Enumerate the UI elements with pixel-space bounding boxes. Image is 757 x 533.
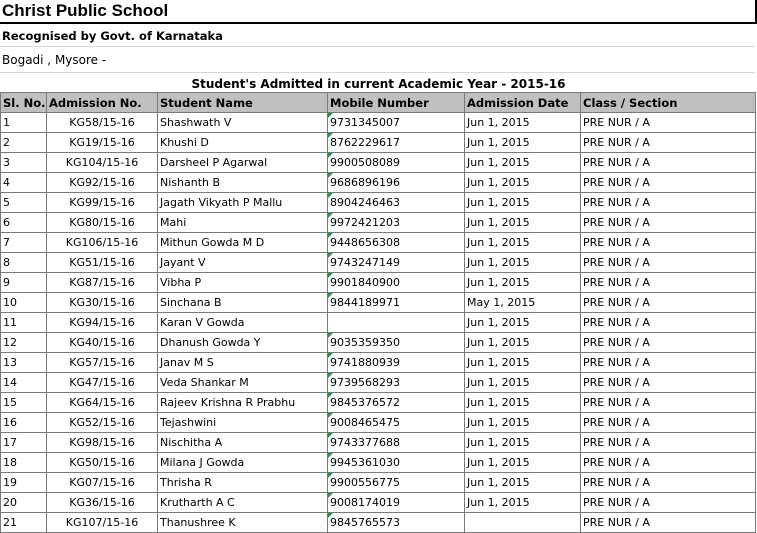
table-row — [1, 393, 756, 413]
column-header-student-name: Student Name — [158, 93, 328, 113]
table-row — [1, 413, 756, 433]
cell-admission-date: Jun 1, 2015 — [465, 353, 581, 373]
cell-class-section: PRE NUR / A — [581, 213, 756, 233]
cell-class-section: PRE NUR / A — [581, 113, 756, 133]
cell-admission-date: Jun 1, 2015 — [465, 173, 581, 193]
recognition-bar — [0, 24, 755, 47]
cell-class-section: PRE NUR / A — [581, 173, 756, 193]
cell-admission-no: KG92/15-16 — [47, 173, 158, 193]
cell-class-section: PRE NUR / A — [581, 333, 756, 353]
table-row — [1, 353, 756, 373]
cell-admission-no: KG80/15-16 — [47, 213, 158, 233]
cell-admission-no: KG30/15-16 — [47, 293, 158, 313]
address-bar — [0, 47, 755, 73]
report-title-bar — [0, 73, 757, 91]
cell-class-section: PRE NUR / A — [581, 293, 756, 313]
cell-class-section: PRE NUR / A — [581, 273, 756, 293]
cell-admission-date: Jun 1, 2015 — [465, 433, 581, 453]
cell-sl-no: 9 — [1, 273, 47, 293]
table-row — [1, 193, 756, 213]
cell-mobile-number: 8762229617 — [328, 133, 465, 153]
cell-admission-date: Jun 1, 2015 — [465, 473, 581, 493]
cell-mobile-number: 9743377688 — [328, 433, 465, 453]
cell-sl-no: 3 — [1, 153, 47, 173]
table-row — [1, 213, 756, 233]
table-body — [1, 113, 756, 533]
cell-mobile-number: 9739568293 — [328, 373, 465, 393]
address-text: Bogadi , Mysore - — [2, 53, 107, 67]
table-row — [1, 173, 756, 193]
cell-admission-date: Jun 1, 2015 — [465, 233, 581, 253]
cell-sl-no: 1 — [1, 113, 47, 133]
cell-sl-no: 19 — [1, 473, 47, 493]
cell-admission-date: Jun 1, 2015 — [465, 313, 581, 333]
cell-admission-no: KG98/15-16 — [47, 433, 158, 453]
cell-admission-date: Jun 1, 2015 — [465, 133, 581, 153]
cell-sl-no: 12 — [1, 333, 47, 353]
admissions-table — [0, 92, 756, 533]
table-row — [1, 253, 756, 273]
cell-class-section: PRE NUR / A — [581, 353, 756, 373]
cell-admission-no: KG87/15-16 — [47, 273, 158, 293]
cell-student-name: Shashwath V — [158, 113, 328, 133]
cell-mobile-number: 9845765573 — [328, 513, 465, 533]
table-row — [1, 153, 756, 173]
cell-student-name: Krutharth A C — [158, 493, 328, 513]
cell-mobile-number: 9741880939 — [328, 353, 465, 373]
cell-mobile-number: 9900556775 — [328, 473, 465, 493]
table-row — [1, 453, 756, 473]
cell-mobile-number: 9035359350 — [328, 333, 465, 353]
cell-admission-date: Jun 1, 2015 — [465, 213, 581, 233]
cell-student-name: Nischitha A — [158, 433, 328, 453]
cell-student-name: Karan V Gowda — [158, 313, 328, 333]
cell-class-section: PRE NUR / A — [581, 413, 756, 433]
cell-student-name: Tejashwini — [158, 413, 328, 433]
cell-student-name: Thrisha R — [158, 473, 328, 493]
cell-admission-date: Jun 1, 2015 — [465, 413, 581, 433]
cell-mobile-number: 9901840900 — [328, 273, 465, 293]
cell-mobile-number: 9844189971 — [328, 293, 465, 313]
cell-student-name: Vibha P — [158, 273, 328, 293]
cell-sl-no: 10 — [1, 293, 47, 313]
cell-sl-no: 21 — [1, 513, 47, 533]
cell-student-name: Thanushree K — [158, 513, 328, 533]
cell-admission-no: KG50/15-16 — [47, 453, 158, 473]
cell-sl-no: 14 — [1, 373, 47, 393]
cell-mobile-number: 9448656308 — [328, 233, 465, 253]
table-row — [1, 233, 756, 253]
cell-admission-date: Jun 1, 2015 — [465, 193, 581, 213]
cell-admission-date: Jun 1, 2015 — [465, 153, 581, 173]
cell-admission-no: KG07/15-16 — [47, 473, 158, 493]
table-row — [1, 493, 756, 513]
cell-admission-date — [465, 513, 581, 533]
cell-class-section: PRE NUR / A — [581, 153, 756, 173]
cell-admission-date: Jun 1, 2015 — [465, 333, 581, 353]
column-header-sl-no: Sl. No. — [1, 93, 47, 113]
cell-student-name: Jagath Vikyath P Mallu — [158, 193, 328, 213]
cell-admission-no: KG99/15-16 — [47, 193, 158, 213]
cell-mobile-number: 8904246463 — [328, 193, 465, 213]
cell-admission-no: KG94/15-16 — [47, 313, 158, 333]
cell-sl-no: 8 — [1, 253, 47, 273]
school-name-bar — [0, 0, 757, 24]
cell-admission-no: KG36/15-16 — [47, 493, 158, 513]
cell-admission-no: KG52/15-16 — [47, 413, 158, 433]
cell-student-name: Rajeev Krishna R Prabhu — [158, 393, 328, 413]
cell-mobile-number: 9731345007 — [328, 113, 465, 133]
column-header-admission-date: Admission Date — [465, 93, 581, 113]
cell-mobile-number: 9743247149 — [328, 253, 465, 273]
table-row — [1, 513, 756, 533]
recognition-text: Recognised by Govt. of Karnataka — [2, 29, 223, 43]
cell-admission-no: KG104/15-16 — [47, 153, 158, 173]
cell-class-section: PRE NUR / A — [581, 133, 756, 153]
cell-admission-no: KG40/15-16 — [47, 333, 158, 353]
cell-admission-no: KG106/15-16 — [47, 233, 158, 253]
cell-admission-date: Jun 1, 2015 — [465, 493, 581, 513]
cell-admission-date: May 1, 2015 — [465, 293, 581, 313]
cell-class-section: PRE NUR / A — [581, 393, 756, 413]
cell-class-section: PRE NUR / A — [581, 253, 756, 273]
cell-sl-no: 5 — [1, 193, 47, 213]
cell-admission-no: KG107/15-16 — [47, 513, 158, 533]
table-row — [1, 373, 756, 393]
table-header-row — [1, 93, 756, 113]
cell-sl-no: 15 — [1, 393, 47, 413]
cell-student-name: Veda Shankar M — [158, 373, 328, 393]
cell-class-section: PRE NUR / A — [581, 433, 756, 453]
cell-admission-no: KG51/15-16 — [47, 253, 158, 273]
table-row — [1, 333, 756, 353]
cell-student-name: Darsheel P Agarwal — [158, 153, 328, 173]
cell-admission-date: Jun 1, 2015 — [465, 273, 581, 293]
column-header-mobile-number: Mobile Number — [328, 93, 465, 113]
cell-student-name: Dhanush Gowda Y — [158, 333, 328, 353]
cell-student-name: Milana J Gowda — [158, 453, 328, 473]
cell-student-name: Sinchana B — [158, 293, 328, 313]
cell-sl-no: 20 — [1, 493, 47, 513]
cell-mobile-number: 9686896196 — [328, 173, 465, 193]
cell-student-name: Mithun Gowda M D — [158, 233, 328, 253]
cell-mobile-number — [328, 313, 465, 333]
table-row — [1, 133, 756, 153]
cell-admission-no: KG19/15-16 — [47, 133, 158, 153]
cell-admission-no: KG64/15-16 — [47, 393, 158, 413]
cell-class-section: PRE NUR / A — [581, 453, 756, 473]
cell-sl-no: 13 — [1, 353, 47, 373]
cell-class-section: PRE NUR / A — [581, 473, 756, 493]
school-name: Christ Public School — [2, 1, 169, 20]
cell-student-name: Khushi D — [158, 133, 328, 153]
cell-mobile-number: 9972421203 — [328, 213, 465, 233]
cell-class-section: PRE NUR / A — [581, 313, 756, 333]
cell-sl-no: 2 — [1, 133, 47, 153]
cell-mobile-number: 9008465475 — [328, 413, 465, 433]
cell-mobile-number: 9900508089 — [328, 153, 465, 173]
column-header-admission-no: Admission No. — [47, 93, 158, 113]
cell-student-name: Mahi — [158, 213, 328, 233]
cell-mobile-number: 9008174019 — [328, 493, 465, 513]
table-row — [1, 113, 756, 133]
cell-class-section: PRE NUR / A — [581, 513, 756, 533]
cell-sl-no: 6 — [1, 213, 47, 233]
table-row — [1, 273, 756, 293]
cell-admission-date: Jun 1, 2015 — [465, 373, 581, 393]
cell-sl-no: 16 — [1, 413, 47, 433]
cell-sl-no: 17 — [1, 433, 47, 453]
cell-class-section: PRE NUR / A — [581, 493, 756, 513]
cell-admission-date: Jun 1, 2015 — [465, 113, 581, 133]
cell-admission-no: KG47/15-16 — [47, 373, 158, 393]
cell-mobile-number: 9845376572 — [328, 393, 465, 413]
table-row — [1, 313, 756, 333]
table-row — [1, 433, 756, 453]
cell-student-name: Janav M S — [158, 353, 328, 373]
cell-admission-date: Jun 1, 2015 — [465, 453, 581, 473]
cell-student-name: Nishanth B — [158, 173, 328, 193]
cell-class-section: PRE NUR / A — [581, 193, 756, 213]
cell-admission-date: Jun 1, 2015 — [465, 393, 581, 413]
cell-sl-no: 4 — [1, 173, 47, 193]
cell-admission-date: Jun 1, 2015 — [465, 253, 581, 273]
cell-admission-no: KG57/15-16 — [47, 353, 158, 373]
cell-class-section: PRE NUR / A — [581, 233, 756, 253]
cell-sl-no: 11 — [1, 313, 47, 333]
cell-admission-no: KG58/15-16 — [47, 113, 158, 133]
cell-sl-no: 18 — [1, 453, 47, 473]
cell-mobile-number: 9945361030 — [328, 453, 465, 473]
cell-sl-no: 7 — [1, 233, 47, 253]
report-title: Student's Admitted in current Academic Year - 2015-16 — [191, 77, 566, 91]
column-header-class-section: Class / Section — [581, 93, 756, 113]
table-row — [1, 293, 756, 313]
cell-class-section: PRE NUR / A — [581, 373, 756, 393]
cell-student-name: Jayant V — [158, 253, 328, 273]
table-row — [1, 473, 756, 493]
